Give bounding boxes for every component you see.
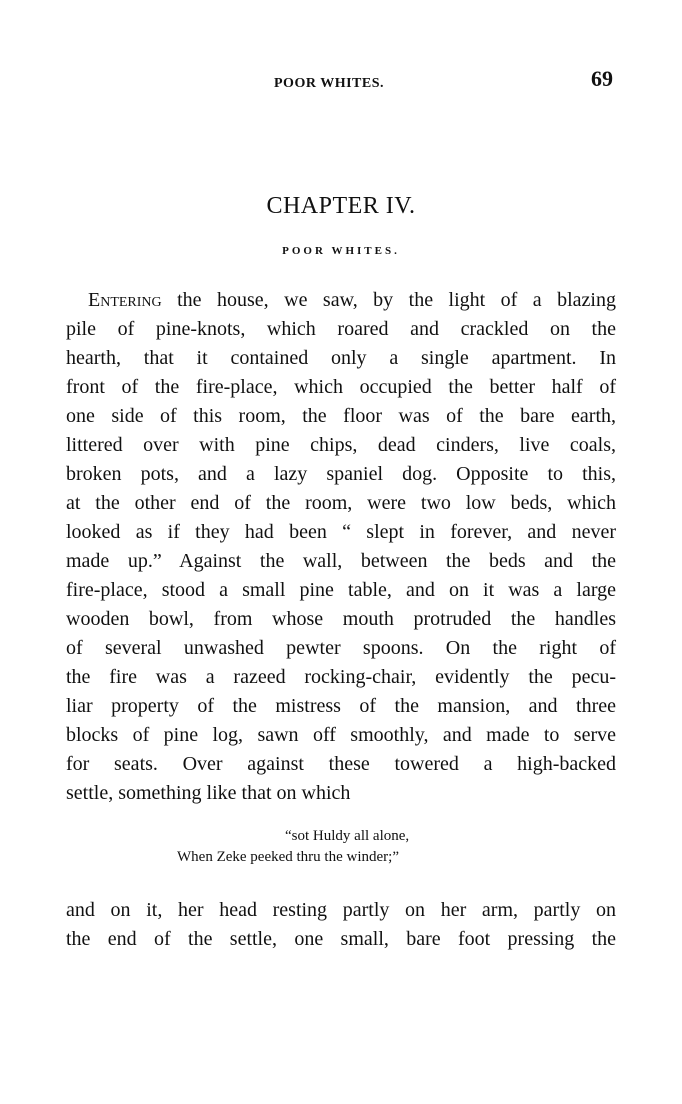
text-line: the end of the settle, one small, bare foot pressing the bbox=[66, 928, 616, 950]
chapter-title: CHAPTER IV. bbox=[266, 193, 416, 219]
running-head: POOR WHITES. bbox=[274, 76, 384, 91]
text-line: blocks of pine log, sawn off smoothly, and made to serve bbox=[66, 724, 616, 746]
verse-quote bbox=[0, 826, 682, 868]
text-line: front of the fire-place, which occupied the better half of bbox=[66, 376, 616, 398]
text-line: and on it, her head resting partly on her arm, partly on bbox=[66, 899, 616, 921]
page-number: 69 bbox=[591, 66, 613, 91]
drop-word: Entering bbox=[88, 289, 162, 311]
text-line: liar property of the mistress of the mansion, and three bbox=[66, 695, 616, 717]
text-line: settle, something like that on which bbox=[66, 782, 351, 804]
text-line: pile of pine-knots, which roared and crackled on the bbox=[66, 318, 616, 340]
text-line: wooden bowl, from whose mouth protruded the handles bbox=[66, 608, 616, 630]
text-line: the fire was a razeed rocking-chair, evidently the pecu- bbox=[66, 666, 616, 688]
text-line-rest: the house, we saw, by the light of a blazing bbox=[161, 289, 616, 311]
chapter-subtitle: POOR WHITES. bbox=[282, 245, 400, 257]
text-line: littered over with pine chips, dead cinders, live coals, bbox=[66, 434, 616, 456]
paragraph-2 bbox=[66, 896, 616, 954]
text-line: broken pots, and a lazy spaniel dog. Opposite to this, bbox=[66, 463, 616, 485]
paragraph-1 bbox=[66, 286, 616, 808]
text-line: of several unwashed pewter spoons. On the right of bbox=[66, 637, 616, 659]
text-line: looked as if they had been “ slept in forever, and never bbox=[66, 521, 616, 543]
text-line: fire-place, stood a small pine table, and on it was a large bbox=[66, 579, 616, 601]
text-line: at the other end of the room, were two low beds, which bbox=[66, 492, 616, 514]
text-line: made up.” Against the wall, between the beds and the bbox=[66, 550, 616, 572]
verse-line: “sot Huldy all alone, bbox=[285, 828, 410, 844]
text-line: one side of this room, the floor was of the bare earth, bbox=[66, 405, 616, 427]
text-line: hearth, that it contained only a single apartment. In bbox=[66, 347, 616, 369]
text-line bbox=[66, 286, 616, 315]
text-line: for seats. Over against these towered a high-backed bbox=[66, 753, 616, 775]
verse-line: When Zeke peeked thru the winder;” bbox=[177, 849, 399, 865]
